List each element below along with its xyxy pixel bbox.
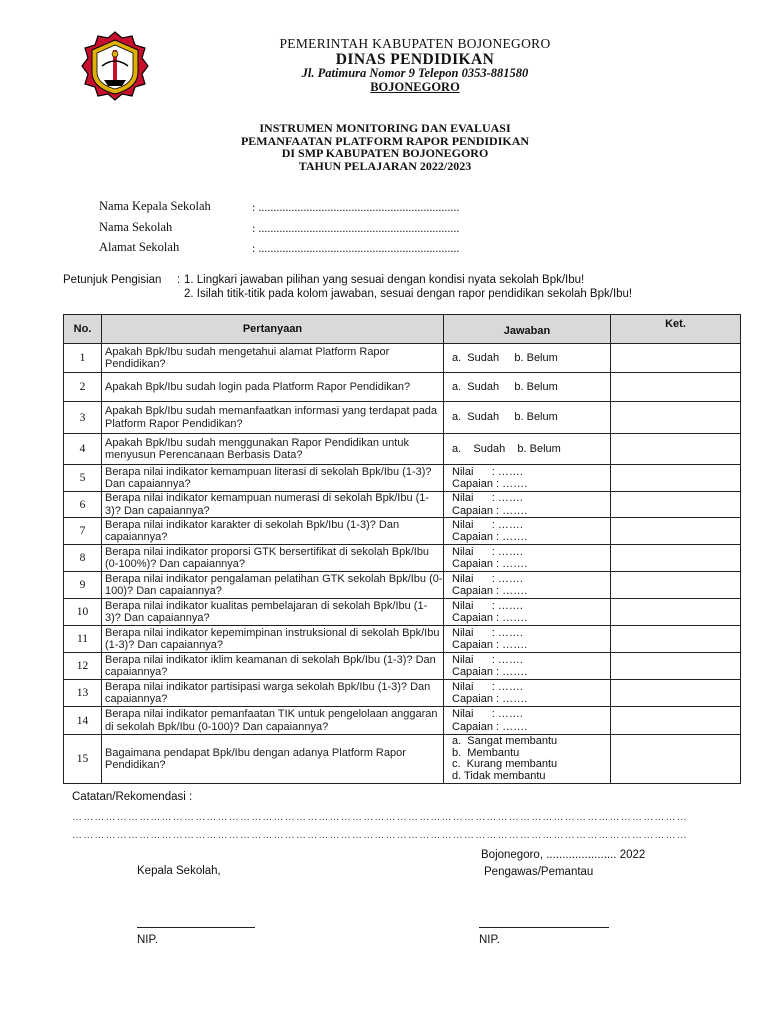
answer-cell[interactable]: [444, 518, 611, 545]
table-row: [64, 735, 741, 784]
answer-line-1[interactable]: Nilai : …….: [452, 545, 523, 558]
ket-cell[interactable]: [611, 492, 741, 518]
header-city: BOJONEGORO: [370, 80, 460, 94]
ket-cell[interactable]: [611, 707, 741, 735]
table-row: [64, 434, 741, 465]
answer-line-1[interactable]: Nilai : …….: [452, 572, 523, 585]
table-header-row: [64, 315, 741, 344]
question-text: Apakah Bpk/Ibu sudah login pada Platform Rapor Pendidikan?: [102, 373, 444, 402]
supervisor-signature-line: [479, 927, 609, 928]
ket-cell[interactable]: [611, 465, 741, 492]
ket-cell[interactable]: [611, 572, 741, 599]
principal-nip: NIP.: [137, 934, 158, 946]
questionnaire-table: [63, 314, 741, 784]
answer-line-1[interactable]: Nilai : …….: [452, 599, 523, 612]
answer-line-2[interactable]: Capaian : …….: [452, 531, 528, 543]
ket-cell[interactable]: [611, 653, 741, 680]
answer-line-1[interactable]: a. Sudah b. Belum: [452, 351, 558, 364]
place-date: Bojonegoro, ...................... 2022: [481, 849, 646, 861]
row-number: 6: [64, 492, 102, 518]
question-text: Berapa nilai indikator pengalaman pelatihan GTK sekolah Bpk/Ibu (0-100)? Dan capaiannya?: [102, 572, 444, 599]
ket-cell[interactable]: [611, 434, 741, 465]
table-row: [64, 402, 741, 434]
answer-line-2[interactable]: Capaian : …….: [452, 720, 528, 733]
table-row: [64, 373, 741, 402]
row-number: 8: [64, 545, 102, 572]
row-number: 11: [64, 626, 102, 653]
answer-line-2[interactable]: Capaian : …….: [452, 612, 528, 624]
instruction-2: 2. Isilah titik-titik pada kolom jawaban, sesuai dengan rapor pendidikan sekolah Bpk/Ibu!: [184, 288, 633, 300]
question-text: Berapa nilai indikator kemampuan literasi di sekolah Bpk/Ibu (1-3)? Dan capaiannya?: [102, 465, 444, 492]
row-number: 3: [64, 402, 102, 434]
question-text: Apakah Bpk/Ibu sudah menggunakan Rapor Pendidikan untuk menyusun Perencanaan Berbasis Data?: [102, 434, 444, 465]
answer-cell[interactable]: [444, 707, 611, 735]
notes-line-2[interactable]: …………………………………………………………………………………………………………………………………………………: [72, 830, 688, 841]
question-text: Berapa nilai indikator pemanfaatan TIK untuk pengelolaan anggaran di sekolah Bpk/Ibu (0-100)? Dan capaiannya?: [102, 707, 444, 735]
answer-line-1[interactable]: Nilai : …….: [452, 465, 523, 478]
label-school-address: Alamat Sekolah: [99, 240, 180, 254]
answer-line-2[interactable]: Capaian : …….: [452, 504, 528, 517]
answer-option[interactable]: a. Sangat membantu: [452, 735, 558, 747]
row-number: 7: [64, 518, 102, 545]
instructions-colon: :: [177, 274, 181, 286]
question-text: Berapa nilai indikator karakter di sekolah Bpk/Ibu (1-3)? Dan capaiannya?: [102, 518, 444, 545]
answer-option[interactable]: b. Membantu: [452, 746, 520, 759]
question-text: Apakah Bpk/Ibu sudah mengetahui alamat Platform Rapor Pendidikan?: [102, 344, 444, 373]
answer-line-2[interactable]: Capaian : …….: [452, 639, 528, 651]
table-row: [64, 344, 741, 373]
notes-line-1[interactable]: …………………………………………………………………………………………………………………………………………………: [72, 812, 688, 823]
supervisor-nip: NIP.: [479, 934, 500, 946]
answer-line-2[interactable]: Capaian : …….: [452, 585, 528, 597]
header-government: PEMERINTAH KABUPATEN BOJONEGORO: [279, 36, 551, 51]
table-row: [64, 465, 741, 492]
table-row: [64, 492, 741, 518]
question-text: Berapa nilai indikator kemampuan numerasi di sekolah Bpk/Ibu (1-3)? Dan capaiannya?: [102, 492, 444, 518]
ket-cell[interactable]: [611, 599, 741, 626]
table-row: [64, 680, 741, 707]
row-number: 10: [64, 599, 102, 626]
row-number: 15: [64, 735, 102, 784]
supervisor-signature-role: Pengawas/Pemantau: [484, 866, 594, 878]
table-row: [64, 599, 741, 626]
answer-option[interactable]: d. Tidak membantu: [452, 769, 546, 782]
row-number: 13: [64, 680, 102, 707]
answer-cell[interactable]: [444, 344, 611, 373]
answer-cell[interactable]: [444, 653, 611, 680]
table-row: [64, 572, 741, 599]
header-no: No.: [64, 315, 102, 344]
answer-cell[interactable]: [444, 680, 611, 707]
title-line-3: DI SMP KABUPATEN BOJONEGORO: [281, 146, 489, 160]
answer-line-1[interactable]: Nilai : …….: [452, 708, 523, 720]
row-number: 2: [64, 373, 102, 402]
table-row: [64, 518, 741, 545]
header-ket: Ket.: [611, 315, 741, 344]
answer-line-1[interactable]: Nilai : …….: [452, 626, 523, 639]
question-text: Berapa nilai indikator partisipasi warga sekolah Bpk/Ibu (1-3)? Dan capaiannya?: [102, 680, 444, 707]
ket-cell[interactable]: [611, 373, 741, 402]
label-principal-name: Nama Kepala Sekolah: [99, 199, 211, 213]
notes-label: Catatan/Rekomendasi :: [72, 791, 193, 803]
answer-cell[interactable]: [444, 465, 611, 492]
answer-line-1[interactable]: a. Sudah b. Belum: [452, 442, 561, 455]
answer-cell[interactable]: [444, 492, 611, 518]
principal-signature-line: [137, 927, 255, 928]
answer-cell[interactable]: [444, 599, 611, 626]
row-number: 5: [64, 465, 102, 492]
ket-cell[interactable]: [611, 545, 741, 572]
answer-cell[interactable]: [444, 572, 611, 599]
row-number: 12: [64, 653, 102, 680]
answer-option[interactable]: c. Kurang membantu: [452, 758, 558, 770]
answer-options-cell[interactable]: [444, 735, 611, 784]
question-text: Berapa nilai indikator proporsi GTK bersertifikat di sekolah Bpk/Ibu (0-100%)? Dan capaiannya?: [102, 545, 444, 572]
answer-line-1[interactable]: a. Sudah b. Belum: [452, 380, 558, 393]
ket-cell[interactable]: [611, 402, 741, 434]
ket-cell[interactable]: [611, 626, 741, 653]
answer-line-1[interactable]: Nilai : …….: [452, 653, 523, 666]
answer-cell[interactable]: [444, 402, 611, 434]
field-school-name[interactable]: : ...................................................................: [252, 221, 460, 235]
row-number: 4: [64, 434, 102, 465]
answer-line-2[interactable]: Capaian : …….: [452, 693, 528, 705]
question-text: Berapa nilai indikator kepemimpinan instruksional di sekolah Bpk/Ibu (1-3)? Dan capaiannya?: [102, 626, 444, 653]
header-answer: Jawaban: [444, 315, 611, 344]
answer-line-2[interactable]: Capaian : …….: [452, 478, 528, 490]
table-row: [64, 653, 741, 680]
answer-line-2[interactable]: Capaian : …….: [452, 558, 528, 570]
label-school-name: Nama Sekolah: [99, 220, 173, 234]
row-number: 14: [64, 707, 102, 735]
title-line-1: INSTRUMEN MONITORING DAN EVALUASI: [259, 121, 511, 135]
answer-line-1[interactable]: Nilai : …….: [452, 518, 523, 531]
field-principal-name[interactable]: : ...................................................................: [252, 200, 460, 214]
document-title: [150, 122, 620, 172]
ket-cell[interactable]: [611, 735, 741, 784]
ket-cell[interactable]: [611, 680, 741, 707]
row-number: 9: [64, 572, 102, 599]
table-row: [64, 545, 741, 572]
header-agency: DINAS PENDIDIKAN: [335, 51, 495, 68]
instructions-label: Petunjuk Pengisian: [63, 274, 162, 286]
table-row: [64, 626, 741, 653]
instruction-1: 1. Lingkari jawaban pilihan yang sesuai dengan kondisi nyata sekolah Bpk/Ibu!: [184, 274, 585, 286]
answer-cell[interactable]: [444, 434, 611, 465]
question-text: Apakah Bpk/Ibu sudah memanfaatkan informasi yang terdapat pada Platform Rapor Pendidikan?: [102, 402, 444, 434]
principal-signature-role: Kepala Sekolah,: [137, 865, 221, 877]
answer-cell[interactable]: [444, 373, 611, 402]
answer-line-1[interactable]: Nilai : …….: [452, 680, 523, 693]
question-text: Bagaimana pendapat Bpk/Ibu dengan adanya Platform Rapor Pendidikan?: [102, 735, 444, 784]
answer-line-1[interactable]: a. Sudah b. Belum: [452, 411, 558, 424]
row-number: 1: [64, 344, 102, 373]
header-question: Pertanyaan: [102, 315, 444, 344]
ket-cell[interactable]: [611, 344, 741, 373]
table-row: [64, 707, 741, 735]
answer-cell[interactable]: [444, 545, 611, 572]
header-address: Jl. Patimura Nomor 9 Telepon 0353-881580: [301, 66, 529, 80]
bojonegoro-regency-logo-icon: [80, 30, 150, 102]
question-text: Berapa nilai indikator kualitas pembelajaran di sekolah Bpk/Ibu (1-3)? Dan capaiannya?: [102, 599, 444, 626]
question-text: Berapa nilai indikator iklim keamanan di sekolah Bpk/Ibu (1-3)? Dan capaiannya?: [102, 653, 444, 680]
answer-line-1[interactable]: Nilai : …….: [452, 492, 523, 504]
answer-cell[interactable]: [444, 626, 611, 653]
answer-line-2[interactable]: Capaian : …….: [452, 666, 528, 678]
ket-cell[interactable]: [611, 518, 741, 545]
title-line-4: TAHUN PELAJARAN 2022/2023: [298, 158, 472, 173]
title-line-2: PEMANFAATAN PLATFORM RAPOR PENDIDIKAN: [240, 133, 530, 148]
field-school-address[interactable]: : ...................................................................: [252, 241, 460, 255]
